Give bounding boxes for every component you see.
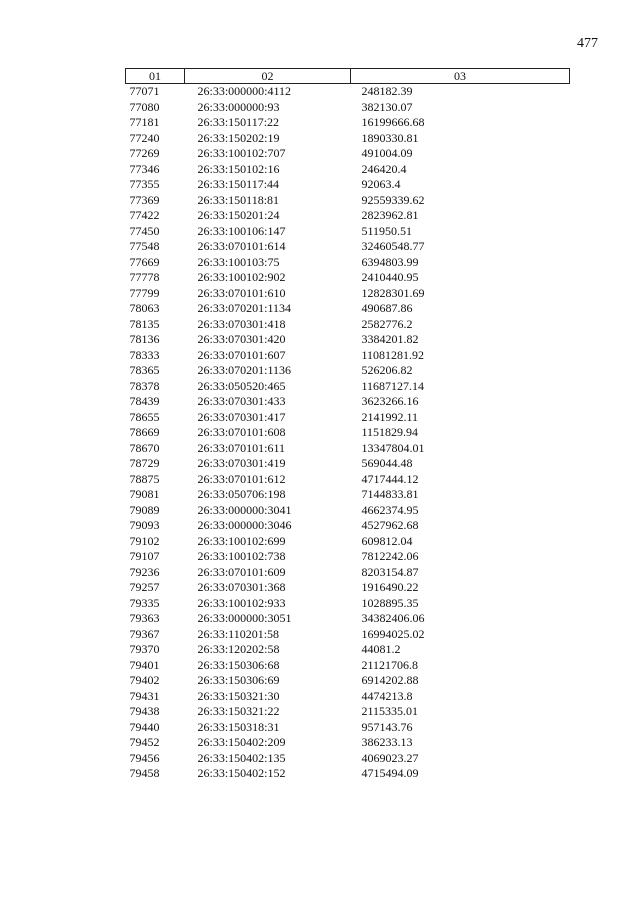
table-row	[126, 658, 570, 674]
value-cell: 526206.82	[361, 363, 413, 377]
table-row	[126, 735, 570, 751]
row-id-cell: 78670	[129, 440, 160, 455]
table-row	[126, 115, 570, 131]
table-row	[126, 642, 570, 658]
table-row	[126, 627, 570, 643]
cadastral-number-cell: 26:33:120202:58	[197, 642, 280, 656]
table-row	[126, 580, 570, 596]
row-id-cell: 78333	[129, 347, 160, 362]
value-cell: 491004.09	[361, 146, 413, 160]
table-row	[126, 301, 570, 317]
row-id-cell: 79401	[129, 657, 160, 672]
cadastral-number-cell: 26:33:150321:22	[197, 704, 280, 718]
cadastral-number-cell: 26:33:070201:1136	[197, 363, 292, 377]
value-cell: 12828301.69	[361, 285, 425, 300]
row-id-cell: 79257	[129, 580, 160, 594]
table-row	[126, 534, 570, 550]
cadastral-number-cell: 26:33:150402:152	[197, 766, 286, 780]
row-id-cell: 78136	[129, 332, 160, 346]
table-row	[126, 177, 570, 193]
value-cell: 246420.4	[361, 161, 407, 176]
table-row	[126, 131, 570, 147]
table-row	[126, 100, 570, 116]
row-id-cell: 77346	[129, 161, 160, 176]
table-row	[126, 84, 570, 100]
row-id-cell: 78669	[129, 425, 160, 439]
cadastral-number-cell: 26:33:150117:44	[197, 177, 280, 191]
row-id-cell: 79440	[129, 719, 160, 734]
value-cell: 1916490.22	[361, 580, 419, 594]
cadastral-number-cell: 26:33:070101:607	[197, 347, 286, 362]
cadastral-number-cell: 26:33:070301:417	[197, 409, 286, 424]
cadastral-number-cell: 26:33:070301:420	[197, 332, 286, 346]
value-cell: 386233.13	[361, 735, 413, 749]
cadastral-number-cell: 26:33:100106:147	[197, 223, 286, 238]
value-cell: 92063.4	[361, 177, 401, 191]
value-cell: 11081281.92	[361, 347, 425, 362]
value-cell: 382130.07	[361, 99, 413, 114]
table-row	[126, 766, 570, 782]
row-id-cell: 79102	[129, 533, 160, 548]
cadastral-number-cell: 26:33:070101:614	[197, 239, 286, 253]
cadastral-number-cell: 26:33:150118:81	[197, 192, 280, 207]
value-cell: 4474213.8	[361, 688, 413, 703]
value-cell: 16199666.68	[361, 115, 425, 129]
row-id-cell: 78729	[129, 456, 160, 470]
cadastral-number-cell: 26:33:100103:75	[197, 254, 280, 269]
cadastral-number-cell: 26:33:100102:707	[197, 146, 286, 160]
data-table-container	[125, 68, 569, 782]
value-cell: 490687.86	[361, 301, 413, 315]
table-row	[126, 751, 570, 767]
value-cell: 6914202.88	[361, 673, 419, 687]
value-cell: 248182.39	[361, 84, 413, 98]
header-row	[126, 69, 570, 84]
row-id-cell: 79081	[129, 487, 160, 501]
value-cell: 4662374.95	[361, 502, 419, 517]
cadastral-number-cell: 26:33:100102:933	[197, 595, 286, 610]
cadastral-number-cell: 26:33:150202:19	[197, 130, 280, 145]
cadastral-number-cell: 26:33:150102:16	[197, 161, 280, 176]
table-row	[126, 270, 570, 286]
value-cell: 7812242.06	[361, 549, 419, 563]
table-row	[126, 518, 570, 534]
row-id-cell: 77669	[129, 254, 160, 269]
row-id-cell: 79363	[129, 611, 160, 625]
table-row	[126, 472, 570, 488]
value-cell: 4527962.68	[361, 518, 419, 532]
table-row	[126, 208, 570, 224]
value-cell: 2410440.95	[361, 270, 419, 284]
table-row	[126, 456, 570, 472]
table-row	[126, 162, 570, 178]
value-cell: 3384201.82	[361, 332, 419, 346]
row-id-cell: 77450	[129, 223, 160, 238]
cadastral-number-cell: 26:33:100102:699	[197, 533, 286, 548]
value-cell: 4715494.09	[361, 766, 419, 780]
value-cell: 1028895.35	[361, 595, 419, 610]
value-cell: 2823962.81	[361, 208, 419, 222]
row-id-cell: 79458	[129, 766, 160, 780]
value-cell: 4717444.12	[361, 471, 419, 486]
cadastral-number-cell: 26:33:070101:611	[197, 440, 286, 455]
row-id-cell: 79236	[129, 564, 160, 579]
data-table	[125, 68, 570, 782]
row-id-cell: 77548	[129, 239, 160, 253]
value-cell: 1151829.94	[361, 425, 419, 439]
column-header-03: 03	[351, 69, 570, 84]
row-id-cell: 79370	[129, 642, 160, 656]
table-row	[126, 425, 570, 441]
table-row	[126, 549, 570, 565]
value-cell: 569044.48	[361, 456, 413, 470]
row-id-cell: 79107	[129, 549, 160, 563]
table-row	[126, 503, 570, 519]
column-header-01: 01	[126, 69, 185, 84]
row-id-cell: 79456	[129, 750, 160, 765]
table-row	[126, 255, 570, 271]
cadastral-number-cell: 26:33:070301:418	[197, 316, 286, 331]
row-id-cell: 78655	[129, 409, 160, 424]
row-id-cell: 77355	[129, 177, 160, 191]
table-row	[126, 286, 570, 302]
cadastral-number-cell: 26:33:100102:738	[197, 549, 286, 563]
value-cell: 1890330.81	[361, 130, 419, 145]
table-row	[126, 441, 570, 457]
row-id-cell: 77369	[129, 192, 160, 207]
value-cell: 11687127.14	[361, 378, 425, 393]
table-row	[126, 332, 570, 348]
row-id-cell: 79335	[129, 595, 160, 610]
value-cell: 609812.04	[361, 533, 413, 548]
cadastral-number-cell: 26:33:070301:433	[197, 394, 286, 408]
cadastral-number-cell: 26:33:110201:58	[197, 626, 280, 641]
table-header	[126, 69, 570, 84]
row-id-cell: 78439	[129, 394, 160, 408]
cadastral-number-cell: 26:33:000000:93	[197, 99, 280, 114]
table-row	[126, 673, 570, 689]
cadastral-number-cell: 26:33:150306:68	[197, 657, 280, 672]
value-cell: 21121706.8	[361, 657, 419, 672]
table-row	[126, 704, 570, 720]
row-id-cell: 78365	[129, 363, 160, 377]
table-row	[126, 487, 570, 503]
table-row	[126, 565, 570, 581]
cadastral-number-cell: 26:33:000000:4112	[197, 84, 292, 98]
row-id-cell: 77269	[129, 146, 160, 160]
row-id-cell: 78378	[129, 378, 160, 393]
column-header-02: 02	[185, 69, 351, 84]
cadastral-number-cell: 26:33:070301:368	[197, 580, 286, 594]
cadastral-number-cell: 26:33:070101:610	[197, 285, 286, 300]
cadastral-number-cell: 26:33:150201:24	[197, 208, 280, 222]
value-cell: 6394803.99	[361, 254, 419, 269]
row-id-cell: 79431	[129, 688, 160, 703]
cadastral-number-cell: 26:33:000000:3041	[197, 502, 292, 517]
cadastral-number-cell: 26:33:070301:419	[197, 456, 286, 470]
value-cell: 8203154.87	[361, 564, 419, 579]
cadastral-number-cell: 26:33:150306:69	[197, 673, 280, 687]
value-cell: 7144833.81	[361, 487, 419, 501]
table-row	[126, 239, 570, 255]
value-cell: 4069023.27	[361, 750, 419, 765]
table-row	[126, 689, 570, 705]
row-id-cell: 79367	[129, 626, 160, 641]
row-id-cell: 77240	[129, 130, 160, 145]
value-cell: 13347804.01	[361, 440, 425, 455]
cadastral-number-cell: 26:33:150117:22	[197, 115, 280, 129]
row-id-cell: 79093	[129, 518, 160, 532]
row-id-cell: 79402	[129, 673, 160, 687]
table-row	[126, 348, 570, 364]
value-cell: 92559339.62	[361, 192, 425, 207]
value-cell: 957143.76	[361, 719, 413, 734]
cadastral-number-cell: 26:33:070101:612	[197, 471, 286, 486]
table-row	[126, 363, 570, 379]
cadastral-number-cell: 26:33:150402:209	[197, 735, 286, 749]
row-id-cell: 77422	[129, 208, 160, 222]
table-row	[126, 146, 570, 162]
cadastral-number-cell: 26:33:070101:608	[197, 425, 286, 439]
row-id-cell: 77071	[129, 84, 160, 98]
value-cell: 44081.2	[361, 642, 401, 656]
row-id-cell: 77799	[129, 285, 160, 300]
row-id-cell: 79438	[129, 704, 160, 718]
table-row	[126, 317, 570, 333]
cadastral-number-cell: 26:33:100102:902	[197, 270, 286, 284]
row-id-cell: 77778	[129, 270, 160, 284]
cadastral-number-cell: 26:33:070101:609	[197, 564, 286, 579]
table-row	[126, 410, 570, 426]
row-id-cell: 79089	[129, 502, 160, 517]
table-row	[126, 720, 570, 736]
value-cell: 34382406.06	[361, 611, 425, 625]
cadastral-number-cell: 26:33:000000:3046	[197, 518, 292, 532]
value-cell: 2141992.11	[361, 409, 419, 424]
table-row	[126, 193, 570, 209]
row-id-cell: 77181	[129, 115, 160, 129]
table-row	[126, 379, 570, 395]
row-id-cell: 78135	[129, 316, 160, 331]
cadastral-number-cell: 26:33:150402:135	[197, 750, 286, 765]
value-cell: 511950.51	[361, 223, 413, 238]
row-id-cell: 78063	[129, 301, 160, 315]
page-number: 477	[577, 36, 598, 51]
cadastral-number-cell: 26:33:150321:30	[197, 688, 280, 703]
cadastral-number-cell: 26:33:050520:465	[197, 378, 286, 393]
cadastral-number-cell: 26:33:000000:3051	[197, 611, 292, 625]
table-row	[126, 394, 570, 410]
table-row	[126, 596, 570, 612]
cadastral-number-cell: 26:33:070201:1134	[197, 301, 292, 315]
table-row	[126, 224, 570, 240]
value-cell: 32460548.77	[361, 239, 425, 253]
table-body	[126, 84, 570, 782]
value-cell: 2115335.01	[361, 704, 419, 718]
cadastral-number-cell: 26:33:150318:31	[197, 719, 280, 734]
row-id-cell: 78875	[129, 471, 160, 486]
value-cell: 16994025.02	[361, 626, 425, 641]
value-cell: 2582776.2	[361, 316, 413, 331]
value-cell: 3623266.16	[361, 394, 419, 408]
table-row	[126, 611, 570, 627]
row-id-cell: 77080	[129, 99, 160, 114]
cadastral-number-cell: 26:33:050706:198	[197, 487, 286, 501]
row-id-cell: 79452	[129, 735, 160, 749]
